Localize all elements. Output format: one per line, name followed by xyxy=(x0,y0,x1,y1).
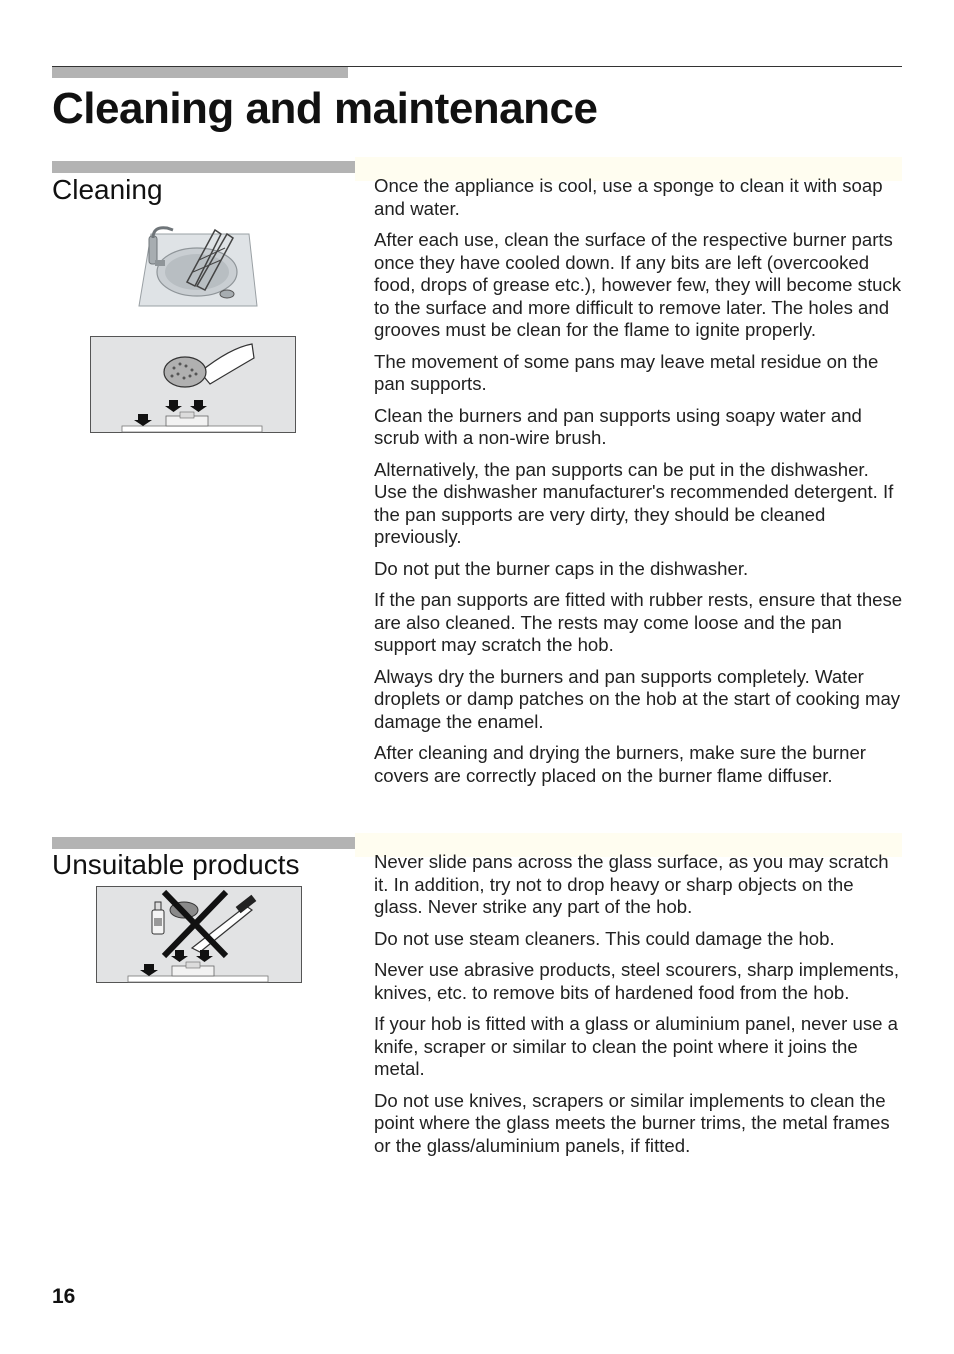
cleaning-section-bar xyxy=(52,161,355,173)
unsuitable-section-bar xyxy=(52,837,355,849)
unsuitable-text xyxy=(374,851,904,1166)
unsuitable-paragraph: If your hob is fitted with a glass or aluminium panel, never use a knife, scraper or similar to clean the point where it joins the metal. xyxy=(374,1013,898,1079)
cleaning-paragraph: Once the appliance is cool, use a sponge to clean it with soap and water. xyxy=(374,175,883,219)
cleaning-paragraph: After each use, clean the surface of the respective burner parts once they have cooled down. If any bits are left (overcooked food, drops of grease etc.), however few, they will become stuck to the surface and more difficult to remove later. The holes and grooves must be clean for the flame to ignite properly. xyxy=(374,229,902,340)
unsuitable-paragraph: Do not use knives, scrapers or similar implements to clean the point where the glass meets the burner trims, the metal frames or the glass/aluminium panels, if fitted. xyxy=(374,1089,890,1156)
header-bar xyxy=(52,67,348,78)
unsuitable-paragraph: Never use abrasive products, steel scourers, sharp implements, knives, etc. to remove bits of hardened food from the hob. xyxy=(374,959,899,1003)
cleaning-paragraph: Always dry the burners and pan supports completely. Water droplets or damp patches on the hob at the start of cooking may damage the enamel. xyxy=(374,665,901,732)
unsuitable-paragraph: Never slide pans across the glass surface, as you may scratch it. In addition, try not to drop heavy or sharp objects on the glass. Never strike any part of the hob. xyxy=(374,851,889,917)
sink-icon xyxy=(137,224,259,314)
sponge-cleaning-icon xyxy=(90,336,296,433)
cleaning-paragraph: Do not put the burner caps in the dishwasher. xyxy=(374,557,749,579)
cleaning-paragraph: If the pan supports are fitted with rubber rests, ensure that these are also cleaned. The rests may come loose and the pan support may scratch the hob. xyxy=(374,589,903,655)
cleaning-paragraph: After cleaning and drying the burners, make sure the burner covers are correctly placed on the burner flame diffuser. xyxy=(374,742,866,786)
cleaning-text xyxy=(374,175,904,796)
cleaning-heading: Cleaning xyxy=(52,174,163,205)
unsuitable-products-icon xyxy=(96,886,302,983)
page-number: 16 xyxy=(52,1285,76,1308)
page-title: Cleaning and maintenance xyxy=(52,84,598,133)
cleaning-paragraph: Alternatively, the pan supports can be put in the dishwasher. Use the dishwasher manufacturer's recommended detergent. If the pan supports are very dirty, they should be cleaned previously. xyxy=(374,458,894,547)
unsuitable-paragraph: Do not use steam cleaners. This could damage the hob. xyxy=(374,927,835,949)
cleaning-paragraph: Clean the burners and pan supports using soapy water and scrub with a non-wire brush. xyxy=(374,404,862,448)
unsuitable-heading: Unsuitable products xyxy=(52,849,300,880)
cleaning-paragraph: The movement of some pans may leave metal residue on the pan supports. xyxy=(374,350,879,394)
